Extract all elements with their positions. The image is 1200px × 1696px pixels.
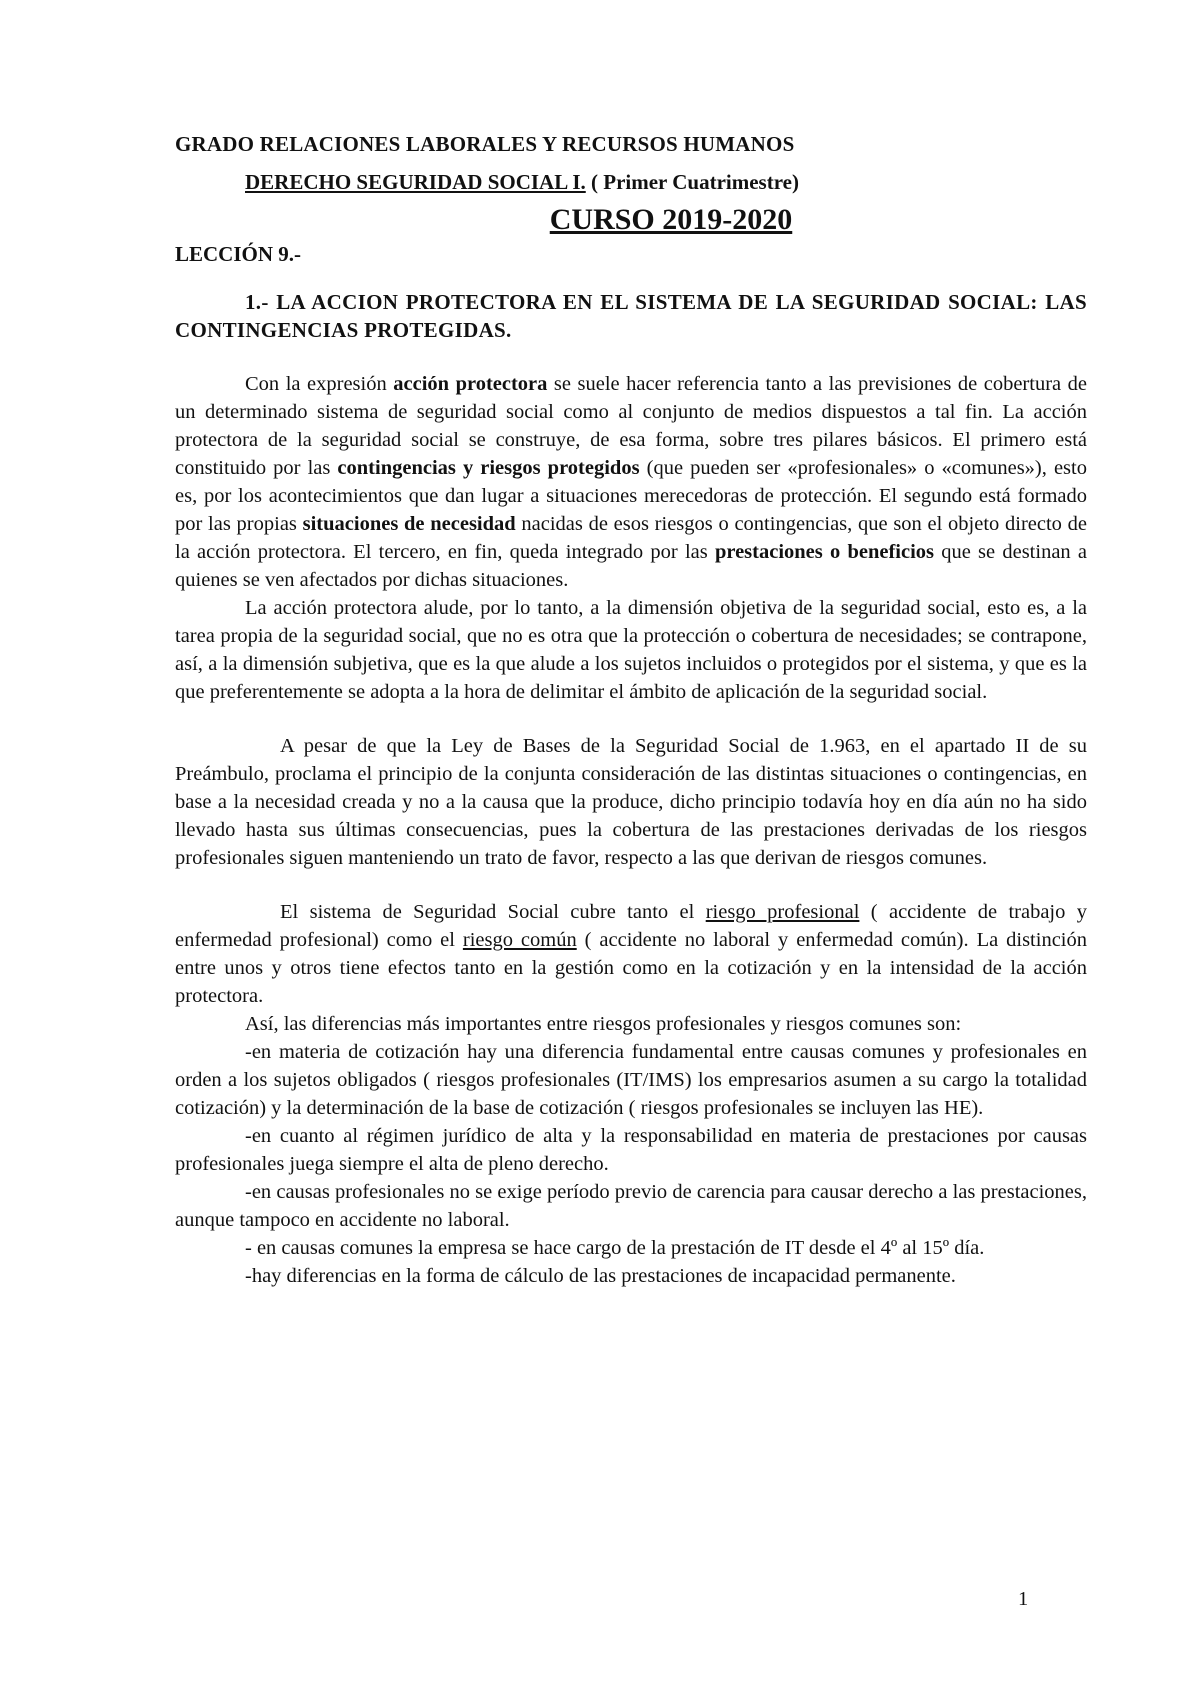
paragraph-riesgos bbox=[175, 898, 1087, 1010]
bold-term: prestaciones o beneficios bbox=[714, 541, 934, 563]
paragraph-dimension-objetiva: La acción protectora alude, por lo tanto, a la dimensión objetiva de la seguridad social, esto es, a la tarea propia de la seguridad social, que no es otra que la protección o cobertura de necesidades; se contrapone, así, a la dimensión subjetiva, que es la que alude a los sujetos incluidos o protegidos por el sistema, y que es la que preferentemente se adopta a la hora de delimitar el ámbito de aplicación de la seguridad social. bbox=[175, 597, 1087, 703]
underlined-term: riesgo profesional bbox=[705, 901, 860, 923]
paragraph-diferencias: Así, las diferencias más importantes entre riesgos profesionales y riesgos comunes son: bbox=[245, 1013, 962, 1035]
underlined-term: riesgo común bbox=[462, 929, 577, 951]
section-title: 1.- LA ACCION PROTECTORA EN EL SISTEMA DE LA SEGURIDAD SOCIAL: LAS CONTINGENCIAS PROTEGIDAS. bbox=[175, 290, 1087, 342]
paragraph-ley-de-bases: A pesar de que la Ley de Bases de la Seguridad Social de 1.963, en el apartado II de su Preámbulo, proclama el principio de la conjunta consideración de las distintas situaciones o contingencias, en base a la necesidad creada y no a la causa que la produce, dicho principio todavía hoy en día aún no ha sido llevado hasta sus últimas consecuencias, pues la cobertura de las prestaciones derivadas de los riesgos profesionales siguen manteniendo un trato de favor, respecto a las que derivan de riesgos comunes. bbox=[175, 735, 1087, 869]
bold-term: situaciones de necesidad bbox=[302, 513, 516, 535]
text-run: que se destinan a quienes se ven afectados por dichas situaciones. bbox=[175, 541, 1087, 591]
list-item: - en causas comunes la empresa se hace cargo de la prestación de IT desde el 4º al 15º día. bbox=[245, 1237, 985, 1259]
text-run: ( accidente no laboral y enfermedad común). La distinción entre unos y otros tiene efectos tanto en la gestión como en la cotización y en la intensidad de la acción protectora. bbox=[175, 929, 1087, 1007]
list-item: -hay diferencias en la forma de cálculo de las prestaciones de incapacidad permanente. bbox=[245, 1265, 956, 1287]
document-page bbox=[175, 130, 1087, 1290]
subject-name: DERECHO SEGURIDAD SOCIAL I. bbox=[245, 170, 586, 194]
page-number: 1 bbox=[1018, 1588, 1029, 1610]
subject-term: ( Primer Cuatrimestre) bbox=[585, 170, 799, 194]
lesson-heading: LECCIÓN 9.- bbox=[175, 242, 302, 266]
text-run: El sistema de Seguridad Social cubre tanto el bbox=[280, 901, 706, 923]
bold-term: acción protectora bbox=[393, 373, 548, 395]
text-run: se suele hacer referencia tanto a las previsiones de cobertura de un determinado sistema de seguridad social como al conjunto de medios dispuestos a tal fin. La acción protectora de la seguridad social se construye, de esa forma, sobre tres pilares básicos. El primero está constituido por las bbox=[175, 373, 1087, 479]
text-run: ( accidente de trabajo y enfermedad profesional) como el bbox=[175, 901, 1087, 951]
list-item: -en cuanto al régimen jurídico de alta y la responsabilidad en materia de prestaciones por causas profesionales juega siempre el alta de pleno derecho. bbox=[175, 1125, 1087, 1175]
course-title: CURSO 2019-2020 bbox=[549, 203, 793, 236]
bold-term: contingencias y riesgos protegidos bbox=[337, 457, 640, 479]
text-run: Con la expresión bbox=[245, 373, 394, 395]
text-run: nacidas de esos riesgos o contingencias, que son el objeto directo de la acción protectora. El tercero, en fin, queda integrado por las bbox=[175, 513, 1087, 563]
text-run: (que pueden ser «profesionales» o «comunes»), esto es, por los acontecimientos que dan lugar a situaciones merecedoras de protección. El segundo está formado por las propias bbox=[175, 457, 1087, 535]
list-item: -en materia de cotización hay una diferencia fundamental entre causas comunes y profesionales en orden a los sujetos obligados ( riesgos profesionales (IT/IMS) los empresarios asumen a su cargo la totalidad cotización) y la determinación de la base de cotización ( riesgos profesionales se incluyen las HE). bbox=[175, 1041, 1087, 1119]
paragraph-accion-protectora bbox=[175, 370, 1087, 594]
list-item: -en causas profesionales no se exige período previo de carencia para causar derecho a las prestaciones, aunque tampoco en accidente no laboral. bbox=[175, 1181, 1087, 1231]
subject-heading bbox=[245, 168, 1087, 196]
degree-heading: GRADO RELACIONES LABORALES Y RECURSOS HUMANOS bbox=[175, 132, 795, 156]
